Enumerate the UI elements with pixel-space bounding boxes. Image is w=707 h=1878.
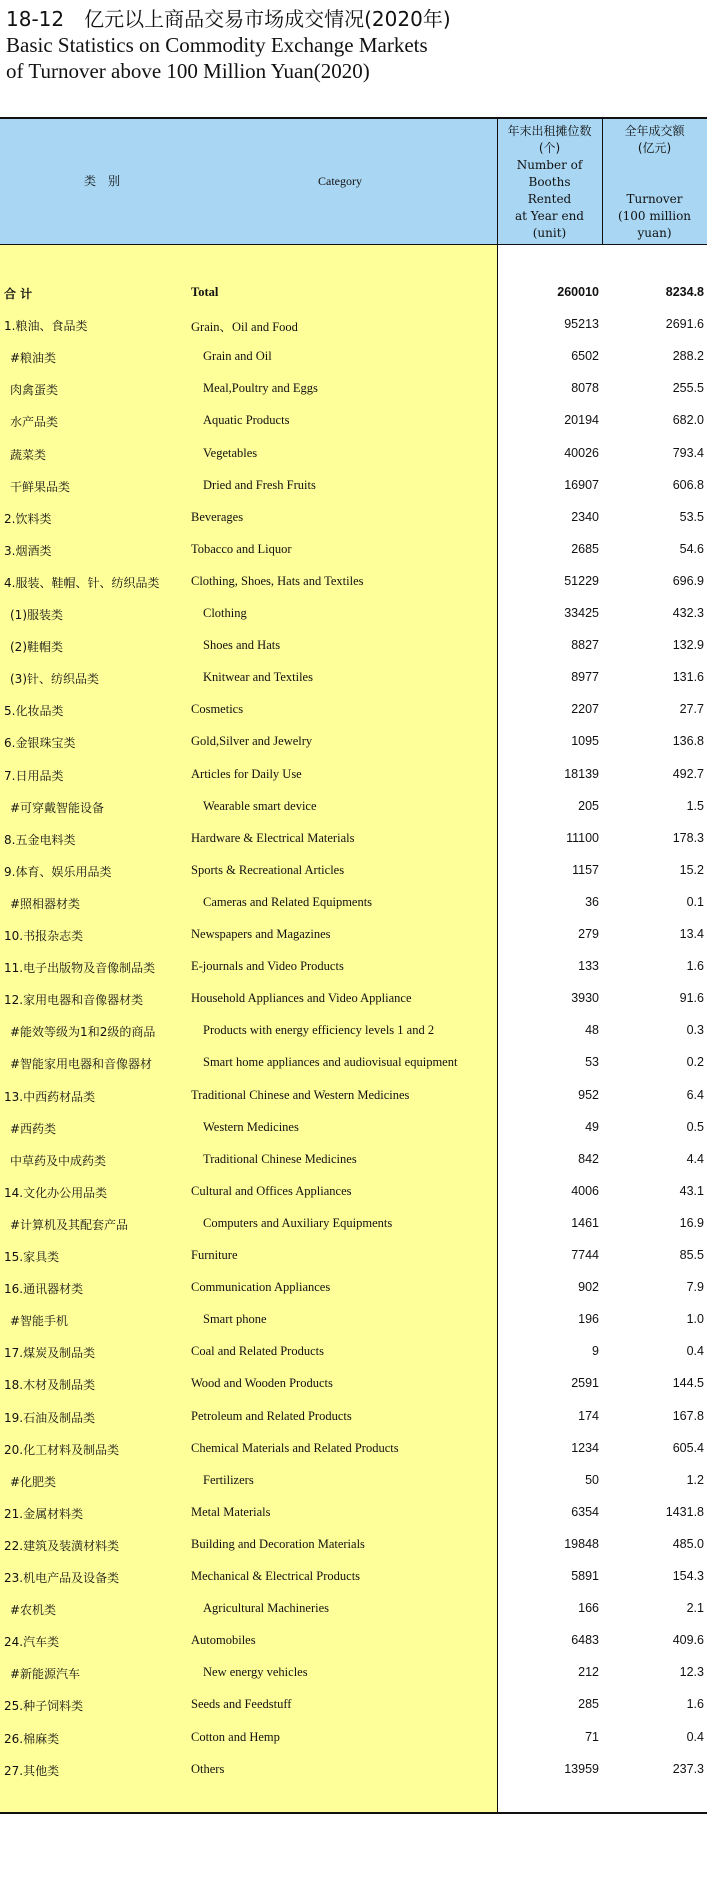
row-turnover-value: 0.4 xyxy=(686,1729,704,1744)
title-chinese: 18-12 亿元以上商品交易市场成交情况(2020年) xyxy=(6,7,451,31)
row-booths-value: 212 xyxy=(578,1665,599,1680)
row-turnover-value: 0.2 xyxy=(686,1055,704,1070)
row-category-cn: 1.粮油、食品类 xyxy=(4,319,88,334)
row-category-cn: 12.家用电器和音像器材类 xyxy=(4,993,144,1008)
row-turnover-value: 255.5 xyxy=(672,381,704,396)
header-booths-en-1: Number of xyxy=(516,158,583,172)
row-category-en: E-journals and Video Products xyxy=(191,959,344,974)
table-row xyxy=(0,1015,707,1047)
row-category-cn: #农机类 xyxy=(10,1603,57,1618)
table-header xyxy=(0,119,707,244)
row-booths-value: 4006 xyxy=(571,1183,599,1198)
table-row xyxy=(0,855,707,887)
row-turnover-value: 1.0 xyxy=(686,1312,704,1327)
row-category-en: Cotton and Hemp xyxy=(191,1729,280,1744)
row-category-en: Products with energy efficiency levels 1 and 2 xyxy=(203,1023,435,1038)
row-category-en: Clothing xyxy=(203,606,247,620)
row-turnover-value: 154.3 xyxy=(672,1569,704,1583)
header-booths-en-5: (unit) xyxy=(532,226,567,240)
row-booths-value: 260010 xyxy=(557,285,599,299)
row-category-en: Cameras and Related Equipments xyxy=(203,894,373,909)
row-category-en: Petroleum and Related Products xyxy=(191,1408,352,1423)
row-category-en: Agricultural Machineries xyxy=(203,1601,329,1616)
table-row xyxy=(0,726,707,758)
row-category-en: Grain and Oil xyxy=(203,349,272,364)
row-category-cn: 22.建筑及装潢材料类 xyxy=(4,1538,120,1553)
row-turnover-value: 2.1 xyxy=(686,1601,704,1616)
row-category-cn: 25.种子饲料类 xyxy=(4,1699,84,1714)
row-category-cn: 4.服装、鞋帽、针、纺织品类 xyxy=(4,575,160,590)
row-category-cn: (1)服装类 xyxy=(10,608,63,622)
row-booths-value: 205 xyxy=(578,798,599,813)
row-category-cn: 26.棉麻类 xyxy=(4,1731,60,1746)
row-category-cn: #西药类 xyxy=(10,1121,57,1136)
row-booths-value: 1095 xyxy=(571,734,599,749)
row-booths-value: 95213 xyxy=(564,317,599,332)
row-category-cn: 16.通讯器材类 xyxy=(4,1282,84,1297)
row-turnover-value: 8234.8 xyxy=(665,285,704,299)
row-category-en: Grain、Oil and Food xyxy=(191,320,298,335)
row-turnover-value: 15.2 xyxy=(679,862,704,877)
row-turnover-value: 0.5 xyxy=(686,1119,704,1134)
row-booths-value: 285 xyxy=(578,1697,599,1712)
table-row xyxy=(0,1112,707,1144)
row-category-cn: 10.书报杂志类 xyxy=(4,929,84,943)
table-row xyxy=(0,373,707,405)
row-category-cn: 19.石油及制品类 xyxy=(4,1410,96,1425)
row-booths-value: 3930 xyxy=(571,991,599,1006)
row-turnover-value: 1.2 xyxy=(686,1472,704,1487)
row-category-en: Others xyxy=(191,1761,225,1776)
row-category-en: Wearable smart device xyxy=(203,798,317,813)
row-category-cn: 14.文化办公用品类 xyxy=(4,1185,108,1200)
header-turnover-en-1: Turnover xyxy=(626,192,683,206)
table-row xyxy=(0,1689,707,1721)
row-category-cn: (2)鞋帽类 xyxy=(10,640,63,655)
row-category-cn: 蔬菜类 xyxy=(10,447,47,462)
row-category-cn: 7.日用品类 xyxy=(4,768,64,783)
table-row xyxy=(0,1144,707,1176)
header-booths xyxy=(497,123,602,242)
row-turnover-value: 1.5 xyxy=(686,798,704,813)
row-category-cn: 23.机电产品及设备类 xyxy=(4,1571,120,1585)
table-row xyxy=(0,983,707,1015)
row-turnover-value: 485.0 xyxy=(672,1536,704,1551)
row-booths-value: 8078 xyxy=(571,381,599,396)
row-category-cn: (3)针、纺织品类 xyxy=(10,672,99,687)
row-turnover-value: 4.4 xyxy=(686,1151,704,1166)
header-category-en: Category xyxy=(318,174,362,188)
row-booths-value: 13959 xyxy=(564,1761,599,1776)
row-category-cn: 17.煤炭及制品类 xyxy=(4,1346,96,1361)
table-row xyxy=(0,1657,707,1689)
row-category-en: Furniture xyxy=(191,1248,238,1262)
row-category-cn: 15.家具类 xyxy=(4,1250,60,1264)
header-booths-cn: 年末出租摊位数 xyxy=(507,124,592,138)
row-category-en: Shoes and Hats xyxy=(203,638,281,653)
row-category-cn: #照相器材类 xyxy=(10,896,81,911)
table-row xyxy=(0,1433,707,1465)
row-booths-value: 2340 xyxy=(571,509,599,524)
row-turnover-value: 682.0 xyxy=(672,413,704,428)
row-category-cn: #粮油类 xyxy=(10,351,57,366)
table-row xyxy=(0,694,707,726)
row-category-cn: #新能源汽车 xyxy=(10,1667,81,1682)
row-category-en: Gold,Silver and Jewelry xyxy=(191,734,313,749)
row-booths-value: 53 xyxy=(585,1055,599,1070)
table-row xyxy=(0,405,707,437)
header-column-divider xyxy=(602,119,603,244)
row-category-en: Beverages xyxy=(191,509,244,524)
row-category-en: Communication Appliances xyxy=(191,1280,331,1295)
table-row xyxy=(0,598,707,630)
row-category-cn: 2.饮料类 xyxy=(4,511,52,526)
table-row xyxy=(0,1176,707,1208)
row-category-cn: 13.中西药材品类 xyxy=(4,1089,96,1104)
row-turnover-value: 1.6 xyxy=(686,959,704,974)
table-row xyxy=(0,534,707,566)
row-booths-value: 50 xyxy=(585,1472,599,1487)
header-turnover-unit-cn: (亿元) xyxy=(637,141,672,155)
row-turnover-value: 131.6 xyxy=(672,670,704,685)
row-booths-value: 279 xyxy=(578,927,599,941)
table-row xyxy=(0,470,707,502)
table-row xyxy=(0,1304,707,1336)
table-row xyxy=(0,887,707,919)
row-category-en: Cultural and Offices Appliances xyxy=(191,1183,352,1198)
row-category-en: Automobiles xyxy=(191,1633,256,1648)
row-booths-value: 11100 xyxy=(566,830,599,845)
row-booths-value: 16907 xyxy=(564,477,599,492)
row-category-cn: 11.电子出版物及音像制品类 xyxy=(4,961,156,976)
row-turnover-value: 432.3 xyxy=(672,606,704,620)
row-turnover-value: 605.4 xyxy=(672,1440,704,1455)
row-category-en: Smart home appliances and audiovisual equipment xyxy=(203,1055,458,1070)
row-turnover-value: 0.3 xyxy=(686,1023,704,1038)
table-row xyxy=(0,630,707,662)
row-category-en: Metal Materials xyxy=(191,1504,271,1519)
row-turnover-value: 696.9 xyxy=(672,573,704,588)
row-category-cn: 中草药及中成药类 xyxy=(10,1153,107,1168)
row-turnover-value: 6.4 xyxy=(686,1087,704,1102)
row-booths-value: 902 xyxy=(578,1280,599,1295)
row-turnover-value: 492.7 xyxy=(672,766,704,781)
title-english-line1: Basic Statistics on Commodity Exchange Markets xyxy=(6,33,428,57)
row-turnover-value: 178.3 xyxy=(672,830,704,845)
table-row xyxy=(0,309,707,341)
row-turnover-value: 2691.6 xyxy=(665,317,704,332)
row-category-en: Wood and Wooden Products xyxy=(191,1376,333,1391)
row-booths-value: 1461 xyxy=(571,1215,599,1230)
table-row xyxy=(0,1240,707,1272)
row-category-en: Smart phone xyxy=(203,1312,267,1327)
row-category-cn: 肉禽蛋类 xyxy=(10,383,59,398)
row-category-cn: #智能手机 xyxy=(10,1314,69,1329)
row-category-en: New energy vehicles xyxy=(203,1665,308,1680)
row-category-en: Tobacco and Liquor xyxy=(191,541,292,556)
header-turnover-cn: 全年成交额 xyxy=(624,124,685,138)
row-category-cn: #可穿戴智能设备 xyxy=(10,800,105,815)
row-turnover-value: 85.5 xyxy=(679,1248,704,1262)
header-booths-en-2: Booths xyxy=(528,175,571,189)
row-turnover-value: 1.6 xyxy=(686,1697,704,1712)
row-turnover-value: 91.6 xyxy=(679,991,704,1006)
row-category-cn: #化肥类 xyxy=(10,1474,57,1489)
table-row xyxy=(0,1208,707,1240)
row-category-en: Hardware & Electrical Materials xyxy=(191,830,355,845)
row-category-cn: 9.体育、娱乐用品类 xyxy=(4,864,112,879)
row-booths-value: 8977 xyxy=(571,670,599,685)
row-category-cn: 合 计 xyxy=(4,287,33,301)
row-category-en: Articles for Daily Use xyxy=(191,766,302,781)
row-booths-value: 49 xyxy=(585,1119,599,1134)
row-turnover-value: 53.5 xyxy=(679,509,704,524)
row-category-en: Western Medicines xyxy=(203,1119,299,1134)
row-category-en: Traditional Chinese Medicines xyxy=(203,1151,357,1166)
row-booths-value: 2591 xyxy=(571,1376,599,1391)
row-turnover-value: 237.3 xyxy=(672,1761,704,1776)
row-category-cn: 3.烟酒类 xyxy=(4,543,52,558)
row-category-cn: 水产品类 xyxy=(10,415,59,430)
header-booths-unit-cn: (个) xyxy=(538,141,561,155)
row-category-cn: #智能家用电器和音像器材 xyxy=(10,1057,153,1072)
row-category-cn: 24.汽车类 xyxy=(4,1635,60,1650)
row-booths-value: 36 xyxy=(585,894,599,909)
row-booths-value: 18139 xyxy=(564,766,599,781)
row-booths-value: 6354 xyxy=(571,1504,599,1519)
row-turnover-value: 0.1 xyxy=(686,894,704,909)
table-row xyxy=(0,1497,707,1529)
table-row xyxy=(0,759,707,791)
header-category-cn: 类 别 xyxy=(83,174,120,188)
row-category-en: Newspapers and Magazines xyxy=(191,927,331,941)
row-category-cn: #计算机及其配套产品 xyxy=(10,1217,129,1232)
row-booths-value: 166 xyxy=(578,1601,599,1616)
row-category-en: Meal,Poultry and Eggs xyxy=(203,381,318,396)
row-booths-value: 133 xyxy=(578,959,599,974)
table-row xyxy=(0,1272,707,1304)
table-row xyxy=(0,1625,707,1657)
row-category-cn: 20.化工材料及制品类 xyxy=(4,1442,120,1457)
row-category-en: Coal and Related Products xyxy=(191,1344,324,1359)
header-turnover-spacer xyxy=(602,157,707,191)
row-booths-value: 952 xyxy=(578,1087,599,1102)
row-booths-value: 6483 xyxy=(571,1633,599,1648)
row-turnover-value: 167.8 xyxy=(672,1408,704,1423)
row-booths-value: 196 xyxy=(578,1312,599,1327)
table-row xyxy=(0,438,707,470)
row-category-en: Vegetables xyxy=(203,445,258,460)
row-category-cn: 5.化妆品类 xyxy=(4,704,64,719)
header-booths-en-3: Rented xyxy=(527,192,572,206)
row-booths-value: 51229 xyxy=(564,573,599,588)
row-turnover-value: 288.2 xyxy=(672,349,704,364)
table-row xyxy=(0,1401,707,1433)
row-booths-value: 33425 xyxy=(564,606,599,620)
row-category-en: Household Appliances and Video Appliance xyxy=(191,991,412,1006)
header-turnover-en-2: (100 million xyxy=(617,209,692,223)
row-turnover-value: 132.9 xyxy=(672,638,704,653)
header-booths-en-4: at Year end xyxy=(515,209,584,223)
row-category-en: Sports & Recreational Articles xyxy=(191,862,345,877)
row-category-cn: #能效等级为1和2级的商品 xyxy=(10,1025,156,1040)
table-row xyxy=(0,1080,707,1112)
table-row xyxy=(0,1561,707,1593)
row-category-en: Seeds and Feedstuff xyxy=(191,1697,292,1712)
row-turnover-value: 7.9 xyxy=(686,1280,704,1295)
table-row xyxy=(0,823,707,855)
table-row xyxy=(0,791,707,823)
row-booths-value: 19848 xyxy=(564,1536,599,1551)
table-row xyxy=(0,502,707,534)
row-turnover-value: 1431.8 xyxy=(665,1504,704,1519)
row-category-cn: 27.其他类 xyxy=(4,1763,60,1778)
table-row xyxy=(0,1047,707,1079)
row-turnover-value: 43.1 xyxy=(679,1183,704,1198)
table-row xyxy=(0,1529,707,1561)
row-category-en: Cosmetics xyxy=(191,702,244,717)
table-row xyxy=(0,566,707,598)
row-turnover-value: 54.6 xyxy=(679,541,704,556)
row-booths-value: 1234 xyxy=(571,1440,599,1455)
row-booths-value: 2685 xyxy=(571,541,599,556)
row-category-en: Fertilizers xyxy=(203,1472,254,1487)
header-turnover xyxy=(602,123,707,242)
table-row xyxy=(0,1368,707,1400)
table-row xyxy=(0,919,707,951)
row-turnover-value: 13.4 xyxy=(679,927,704,941)
row-booths-value: 48 xyxy=(585,1023,599,1038)
row-category-en: Dried and Fresh Fruits xyxy=(203,477,316,492)
table-row xyxy=(0,1722,707,1754)
row-booths-value: 5891 xyxy=(571,1569,599,1583)
row-turnover-value: 0.4 xyxy=(686,1344,704,1359)
row-booths-value: 20194 xyxy=(564,413,599,428)
row-category-en: Building and Decoration Materials xyxy=(191,1536,365,1551)
table-row xyxy=(0,1754,707,1786)
row-category-cn: 21.金属材料类 xyxy=(4,1506,84,1521)
row-category-en: Chemical Materials and Related Products xyxy=(191,1440,399,1455)
row-turnover-value: 144.5 xyxy=(672,1376,704,1391)
table-row xyxy=(0,1593,707,1625)
row-category-cn: 6.金银珠宝类 xyxy=(4,736,76,751)
row-turnover-value: 12.3 xyxy=(679,1665,704,1680)
row-booths-value: 7744 xyxy=(571,1248,599,1262)
row-category-cn: 18.木材及制品类 xyxy=(4,1378,96,1393)
row-category-en: Knitwear and Textiles xyxy=(203,670,313,685)
row-category-en: Aquatic Products xyxy=(203,413,290,428)
row-category-en: Total xyxy=(191,285,219,299)
title-english-line2: of Turnover above 100 Million Yuan(2020) xyxy=(6,59,370,83)
row-turnover-value: 16.9 xyxy=(679,1215,704,1230)
row-category-en: Traditional Chinese and Western Medicines xyxy=(191,1087,410,1102)
table-row xyxy=(0,951,707,983)
row-turnover-value: 409.6 xyxy=(672,1633,704,1648)
row-booths-value: 1157 xyxy=(572,862,599,877)
row-category-cn: 8.五金电料类 xyxy=(4,832,76,847)
row-category-en: Computers and Auxiliary Equipments xyxy=(203,1215,393,1230)
table-row xyxy=(0,341,707,373)
row-category-en: Mechanical & Electrical Products xyxy=(191,1569,361,1583)
header-turnover-en-3: yuan) xyxy=(637,226,672,240)
row-booths-value: 8827 xyxy=(571,638,599,653)
table-row xyxy=(0,1336,707,1368)
row-turnover-value: 793.4 xyxy=(672,445,704,460)
row-turnover-value: 27.7 xyxy=(679,702,704,717)
row-turnover-value: 606.8 xyxy=(672,477,704,492)
table-row xyxy=(0,662,707,694)
table-row xyxy=(0,277,707,309)
row-booths-value: 6502 xyxy=(571,349,599,364)
row-booths-value: 40026 xyxy=(564,445,599,460)
table-row xyxy=(0,1465,707,1497)
row-booths-value: 842 xyxy=(578,1151,599,1166)
row-booths-value: 9 xyxy=(592,1344,599,1359)
title-block xyxy=(6,6,706,84)
row-booths-value: 71 xyxy=(585,1729,599,1744)
row-category-en: Clothing, Shoes, Hats and Textiles xyxy=(191,573,364,588)
row-turnover-value: 136.8 xyxy=(672,734,704,749)
row-category-cn: 干鲜果品类 xyxy=(10,479,71,494)
table-bottom-rule xyxy=(0,1812,707,1814)
row-booths-value: 2207 xyxy=(571,702,599,717)
row-booths-value: 174 xyxy=(578,1408,599,1423)
